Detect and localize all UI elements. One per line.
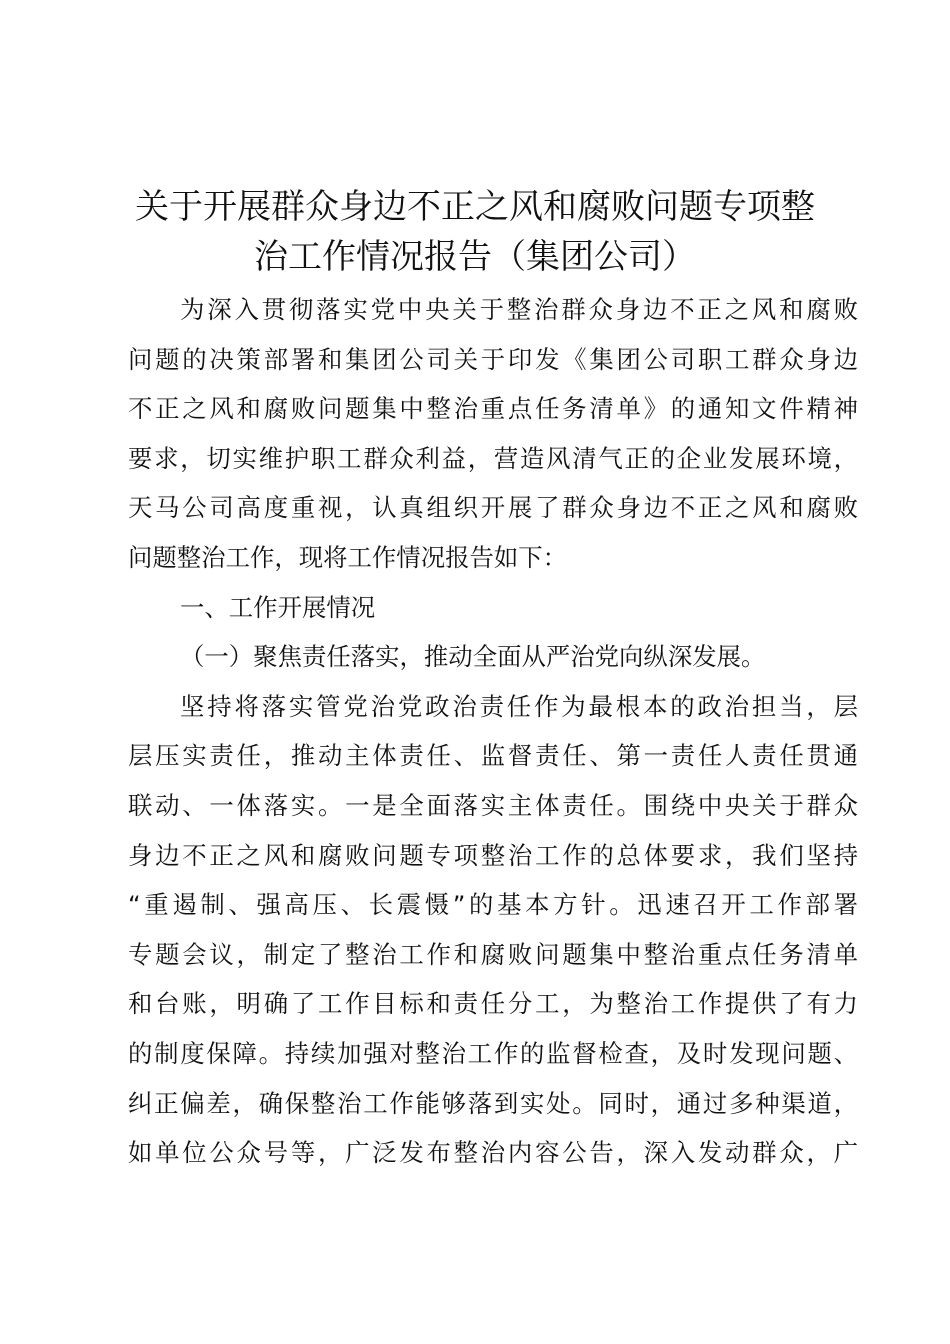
document-title xyxy=(100,182,850,282)
paragraph-line: 纠正偏差，确保整治工作能够落到实处。同时，通过多种渠道， xyxy=(128,1088,858,1118)
paragraph-line: 的制度保障。持续加强对整治工作的监督检查，及时发现问题、 xyxy=(128,1038,858,1068)
paragraph-line: “重遏制、强高压、长震慑”的基本方针。迅速召开工作部署 xyxy=(128,890,858,920)
paragraph-line: 问题的决策部署和集团公司关于印发《集团公司职工群众身边 xyxy=(128,344,858,374)
document-body xyxy=(128,285,858,1178)
paragraph-line: 如单位公众号等，广泛发布整治内容公告，深入发动群众，广 xyxy=(128,1138,858,1168)
subsection-heading: （一）聚焦责任落实，推动全面从严治党向纵深发展。 xyxy=(180,642,766,672)
paragraph-line: 不正之风和腐败问题集中整治重点任务清单》的通知文件精神 xyxy=(128,394,858,424)
section-heading: 一、工作开展情况 xyxy=(180,592,376,622)
title-line-1: 关于开展群众身边不正之风和腐败问题专项整 xyxy=(135,187,815,227)
paragraph-line: 为深入贯彻落实党中央关于整治群众身边不正之风和腐败 xyxy=(180,295,858,324)
title-line-2: 治工作情况报告（集团公司） xyxy=(254,237,696,277)
paragraph-line: 层压实责任，推动主体责任、监督责任、第一责任人责任贯通 xyxy=(128,741,858,771)
paragraph-line: 联动、一体落实。一是全面落实主体责任。围绕中央关于群众 xyxy=(128,790,858,820)
paragraph-line: 和台账，明确了工作目标和责任分工，为整治工作提供了有力 xyxy=(128,989,858,1019)
paragraph-line: 专题会议，制定了整治工作和腐败问题集中整治重点任务清单 xyxy=(128,939,858,969)
paragraph-line: 问题整治工作，现将工作情况报告如下： xyxy=(128,542,568,572)
paragraph-line: 身边不正之风和腐败问题专项整治工作的总体要求，我们坚持 xyxy=(128,840,858,870)
paragraph-line: 要求，切实维护职工群众利益，营造风清气正的企业发展环境， xyxy=(128,443,858,473)
paragraph-line: 坚持将落实管党治党政治责任作为最根本的政治担当，层 xyxy=(180,691,858,721)
paragraph-line: 天马公司高度重视，认真组织开展了群众身边不正之风和腐败 xyxy=(128,493,858,523)
